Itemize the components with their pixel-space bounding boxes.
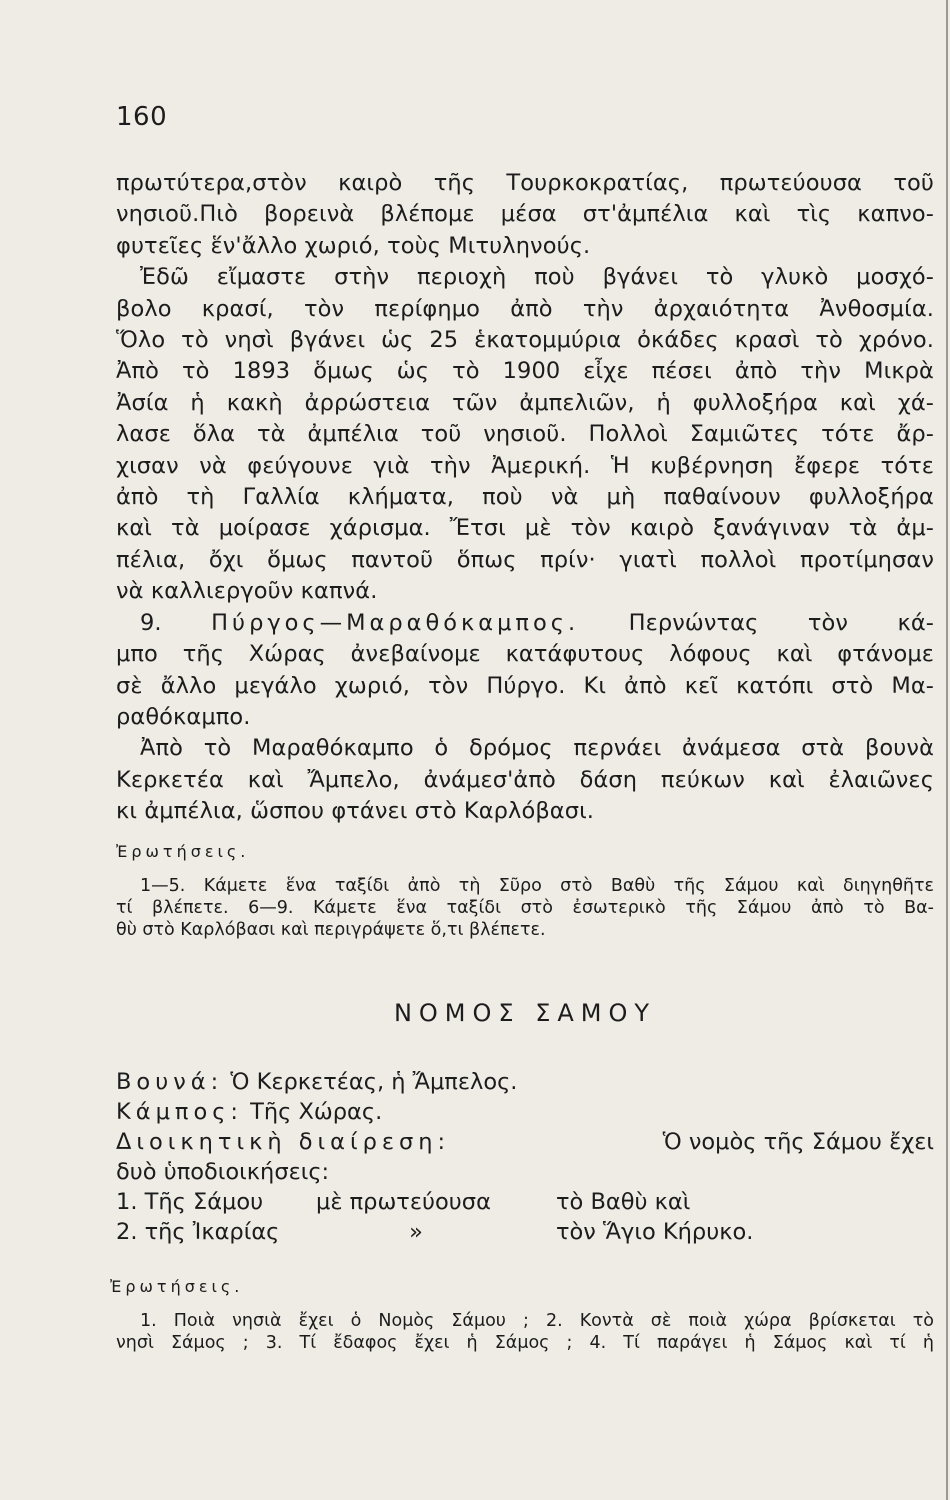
subdivision-mid: » [409,1218,423,1245]
division-label: Διοικητικὴ διαίρεση: [116,1128,451,1155]
text-line: Ἐδῶ εἴμαστε στὴν περιοχὴ ποὺ βγάνει τὸ γλυκὸ μοσχό- [140,264,934,291]
text-line: νὰ καλλιεργοῦν καπνά. [116,578,378,605]
subdivision-item [116,1217,934,1247]
text-line: Ἀσία ἡ κακὴ ἀρρώστεια τῶν ἀμπελιῶν, ἡ φυλλοξήρα καὶ χά- [116,389,934,416]
text-line: 1—5. Κάμετε ἕνα ταξίδι ἀπὸ τὴ Σῦρο στὸ Βαθὺ τῆς Σάμου καὶ διηγηθῆτε [140,875,934,896]
subdivision-capital: τὸν Ἅγιο Κήρυκο. [556,1218,754,1245]
route-heading: Πύργος—Μαραθόκαμπος. [211,609,580,636]
paragraph-3 [116,608,934,734]
subdivision-name: 2. τῆς Ἰκαρίας [116,1218,280,1245]
text-line: χισαν νὰ φεύγουνε γιὰ τὴν Ἀμερική. Ἡ κυβέρνηση ἔφερε τότε [116,452,934,479]
questions-heading: Ἐρωτήσεις. [110,1276,244,1296]
text-line: Ἀπὸ τὸ 1893 ὅμως ὡς τὸ 1900 εἶχε πέσει ἀπὸ τὴν Μικρὰ [116,358,934,385]
text-line: μπο τῆς Χώρας ἀνεβαίνομε κατάφυτους λόφους καὶ φτάνομε [116,641,934,668]
text-line: πέλια, ὄχι ὅμως παντοῦ ὅπως πρίν· γιατὶ πολλοὶ προτίμησαν [116,546,934,573]
text-line: ραθόκαμπο. [116,703,251,730]
text-line: νησὶ Σάμος ; 3. Τί ἔδαφος ἔχει ἡ Σάμος ; 4. Τί παράγει ἡ Σάμος καὶ τί ἡ [116,1332,934,1353]
text-line [116,608,934,639]
paragraph-4 [116,733,934,827]
questions-1 [116,875,934,941]
subdivision-list [116,1187,934,1247]
division-line2: δυὸ ὑποδιοικήσεις: [116,1158,330,1185]
text-line: 1. Ποιὰ νησιὰ ἔχει ὁ Νομὸς Σάμου ; 2. Κοντὰ σὲ ποιὰ χώρα βρίσκεται τὸ [140,1310,934,1331]
subdivision-name: 1. Τῆς Σάμου [116,1188,264,1215]
plain-value: Τῆς Χώρας. [250,1098,383,1125]
text-line: λασε ὅλα τὰ ἀμπέλια τοῦ νησιοῦ. Πολλοὶ Σαμιῶτες τότε ἄρ- [116,421,934,448]
page-number: 160 [116,102,168,132]
plain-label: Κάμπος: [116,1098,243,1125]
text-line: πρωτύτερα,στὸν καιρὸ τῆς Τουρκοκρατίας, πρωτεύουσα τοῦ [116,170,934,196]
text-line: βολο κρασί, τὸν περίφημο ἀπὸ τὴν ἀρχαιότητα Ἀνθοσμία. [116,295,934,322]
text-line: ἀπὸ τὴ Γαλλία κλήματα, ποὺ νὰ μὴ παθαίνουν φυλλοξήρα [116,484,934,511]
paragraph-2 [116,262,934,607]
division-row [116,1127,934,1157]
division-value: Ὁ νομὸς τῆς Σάμου ἔχει [662,1128,934,1155]
text-line: Ὅλο τὸ νησὶ βγάνει ὡς 25 ἑκατομμύρια ὀκάδες κρασὶ τὸ χρόνο. [116,327,934,354]
questions-2 [116,1310,934,1354]
text-line: νησιοῦ.Πιὸ βορεινὰ βλέπομε μέσα στ'ἀμπέλια καὶ τὶς καπνο- [116,201,934,228]
text-line: καὶ τὰ μοίρασε χάρισμα. Ἔτσι μὲ τὸν καιρὸ ξανάγιναν τὰ ἀμ- [116,515,934,542]
text-line: κι ἀμπέλια, ὥσπου φτάνει στὸ Καρλόβασι. [116,798,595,825]
section-number: 9. [140,609,162,636]
text-line: Κερκετέα καὶ Ἄμπελο, ἀνάμεσ'ἀπὸ δάση πεύκων καὶ ἐλαιῶνες [116,766,934,793]
subdivision-capital: τὸ Βαθὺ καὶ [556,1188,691,1215]
text-line: φυτεῖες ἕν'ἄλλο χωριό, τοὺς Μιτυληνούς. [116,232,591,259]
text-line: σὲ ἄλλο μεγάλο χωριό, τὸν Πύργο. Κι ἀπὸ κεῖ κατόπι στὸ Μα- [116,672,934,699]
subdivision-item [116,1187,934,1217]
mountains-row [116,1067,934,1097]
text-fragment: Περνώντας τὸν κά- [628,609,934,636]
subdivision-mid: μὲ πρωτεύουσα [316,1188,491,1215]
body-text [110,168,934,1354]
text-line: Ἀπὸ τὸ Μαραθόκαμπο ὁ δρόμος περνάει ἀνάμεσα στὰ βουνὰ [140,735,934,762]
plain-row [116,1097,934,1127]
page-edge-line [946,0,948,1500]
text-line: θὺ στὸ Καρλόβασι καὶ περιγράψετε ὅ,τι βλέπετε. [116,919,546,940]
questions-heading: Ἐρωτήσεις. [116,841,250,861]
mountains-value: Ὁ Κερκετέας, ἡ Ἄμπελος. [230,1068,518,1095]
paragraph-1 [116,168,934,262]
text-line: τί βλέπετε. 6—9. Κάμετε ἕνα ταξίδι στὸ ἐσωτερικὸ τῆς Σάμου ἀπὸ τὸ Βα- [116,897,934,918]
mountains-label: Βουνά: [116,1068,224,1095]
section-title: ΝΟΜΟΣ ΣΑΜΟΥ [393,998,657,1027]
